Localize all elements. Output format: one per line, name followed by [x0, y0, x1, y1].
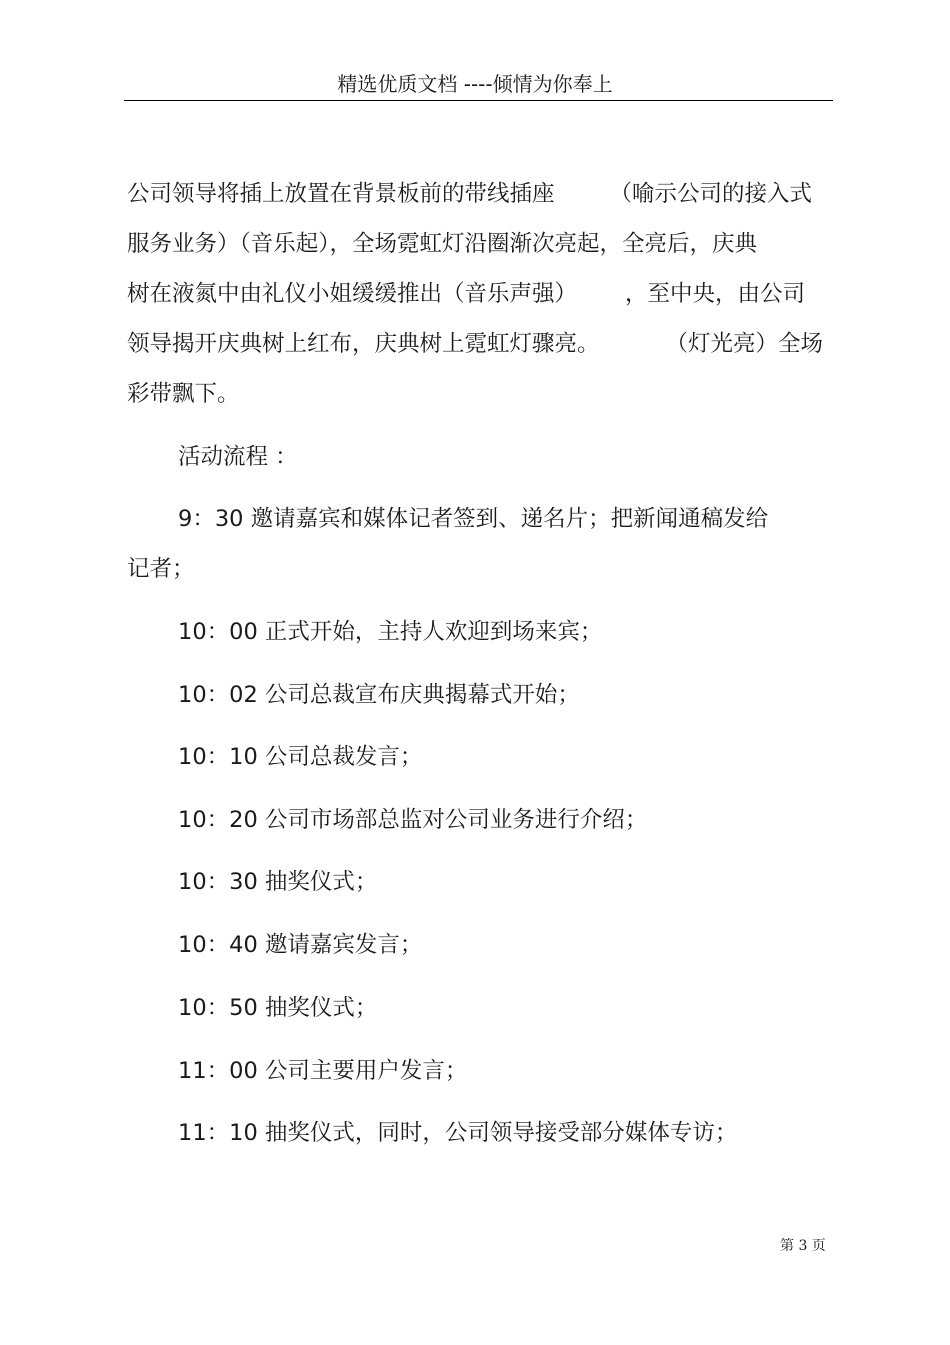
intro-line-4 [127, 319, 823, 369]
schedule-item: 10：50 抽奖仪式； [178, 995, 378, 1021]
schedule-item-1-line-1: 9：30 邀请嘉宾和媒体记者签到、递名片；把新闻通稿发给 [178, 506, 769, 532]
section-heading: 活动流程 ： [178, 444, 298, 470]
intro-line-4-part-a: 领导揭开庆典树上红布，庆典树上霓虹灯骤亮。 [127, 331, 600, 357]
schedule-item: 10：00 正式开始，主持人欢迎到场来宾； [178, 619, 603, 645]
schedule-item: 10：10 公司总裁发言； [178, 744, 423, 770]
intro-line-1-part-a: 公司领导将插上放置在背景板前的带线插座 [127, 181, 555, 207]
intro-line-1-part-b: （喻示公司的接入式 [609, 181, 813, 207]
schedule-item: 10：30 抽奖仪式； [178, 869, 378, 895]
intro-line-4-part-b: （灯光亮）全场 [665, 331, 824, 357]
page-number: 第 3 页 [780, 1238, 826, 1254]
intro-line-5: 彩带飘下。 [127, 381, 240, 407]
schedule-item: 10：20 公司市场部总监对公司业务进行介绍； [178, 807, 648, 833]
intro-line-1 [127, 169, 812, 219]
schedule-item: 11：10 抽奖仪式，同时，公司领导接受部分媒体专访； [178, 1120, 738, 1146]
schedule-item: 11：00 公司主要用户发言； [178, 1058, 468, 1084]
schedule-item-1-line-2: 记者； [127, 556, 195, 582]
intro-line-3-part-a: 树在液氮中由礼仪小姐缓缓推出（音乐声强） [127, 281, 578, 307]
schedule-item: 10：40 邀请嘉宾发言； [178, 932, 423, 958]
schedule-item: 10：02 公司总裁宣布庆典揭幕式开始； [178, 682, 580, 708]
document-header: 精选优质文档 ----倾情为你奉上 [337, 72, 613, 96]
intro-line-3-part-b: ，至中央，由公司 [625, 281, 806, 307]
intro-line-3 [127, 269, 805, 319]
header-divider [124, 100, 833, 101]
intro-line-2: 服务业务）（音乐起），全场霓虹灯沿圈渐次亮起，全亮后，庆典 [127, 231, 758, 257]
